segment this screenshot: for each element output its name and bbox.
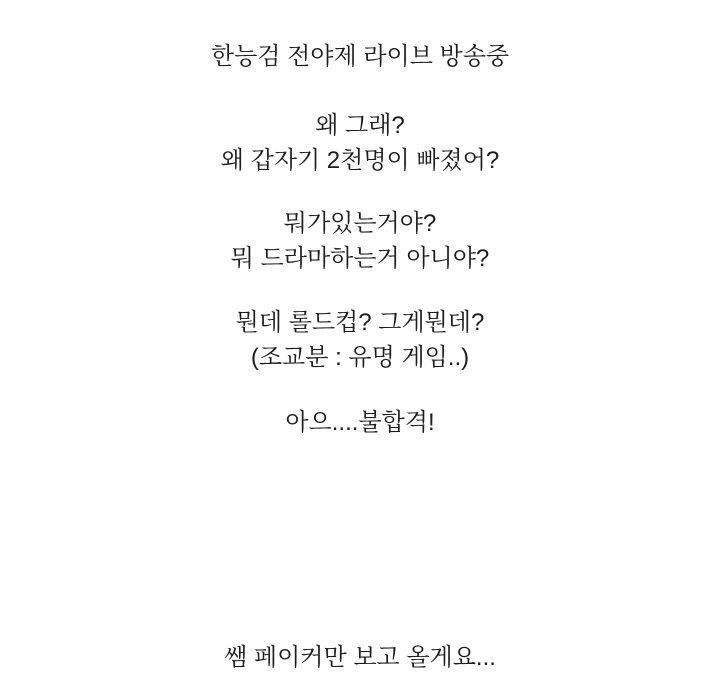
text-group-4 xyxy=(0,405,720,440)
broadcast-title: 한능검 전야제 라이브 방송중 xyxy=(210,43,510,70)
text-line: 왜 그래? xyxy=(315,112,405,139)
text-group-2 xyxy=(0,206,720,276)
text-line: 뭐가있는거야? xyxy=(283,210,437,237)
text-line: 뭐 드라마하는거 아니야? xyxy=(230,245,490,272)
text-line: 왜 갑자기 2천명이 빠졌어? xyxy=(220,147,500,174)
title-block xyxy=(0,39,720,74)
text-line: 뭔데 롤드컵? 그게뭔데? xyxy=(235,309,485,336)
footer-line: 쌤 페이커만 보고 올게요... xyxy=(224,644,496,671)
text-line: (조교분 : 유명 게임..) xyxy=(250,344,470,371)
text-line: 아으....불합격! xyxy=(285,409,435,436)
text-group-3 xyxy=(0,305,720,375)
text-group-1 xyxy=(0,108,720,178)
footer-block xyxy=(0,640,720,675)
